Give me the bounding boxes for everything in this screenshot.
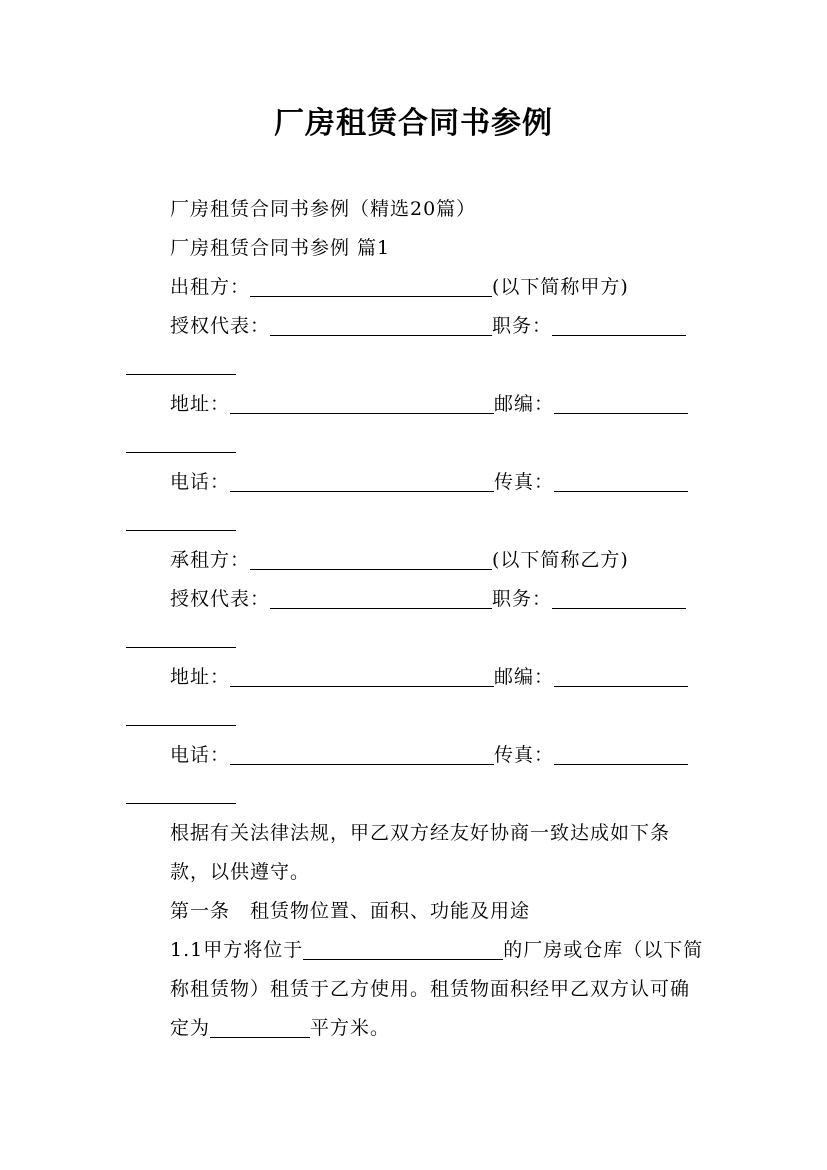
article-1-heading: 第一条 租赁物位置、面积、功能及用途 bbox=[170, 900, 531, 922]
rep-label: 授权代表： bbox=[170, 315, 271, 337]
lessor-tel-line bbox=[126, 463, 706, 502]
lessee-blank bbox=[250, 547, 492, 570]
clause-text-b: 的厂房或仓库（以下简称租赁物）租赁于乙方使用。租赁物面积经甲乙双方认可确定为 bbox=[170, 939, 704, 1039]
lessor-line bbox=[126, 268, 706, 307]
lessor-blank bbox=[250, 274, 492, 297]
post-blank bbox=[552, 586, 686, 609]
addr-label: 地址： bbox=[170, 393, 231, 415]
continuation-blank bbox=[126, 619, 706, 658]
lessor-addr-line bbox=[126, 385, 706, 424]
lessee-suffix: (以下简称乙方) bbox=[492, 549, 629, 571]
lessee-label: 承租方： bbox=[170, 549, 251, 571]
clause-text-a: 1.1甲方将位于 bbox=[170, 939, 304, 961]
clause-text-c: 平方米。 bbox=[310, 1017, 391, 1039]
rep-blank bbox=[270, 313, 492, 336]
clause-1-1 bbox=[126, 931, 706, 1048]
area-blank bbox=[210, 1015, 310, 1038]
fax-label: 传真： bbox=[494, 471, 555, 493]
addr-label: 地址： bbox=[170, 666, 231, 688]
lessor-label: 出租方： bbox=[170, 276, 251, 298]
lessor-suffix: (以下简称甲方) bbox=[492, 276, 629, 298]
tel-blank bbox=[230, 742, 494, 765]
section-heading: 厂房租赁合同书参例 篇1 bbox=[170, 237, 391, 259]
fax-label: 传真： bbox=[494, 744, 555, 766]
location-blank bbox=[303, 937, 503, 960]
tel-label: 电话： bbox=[170, 744, 231, 766]
lessor-rep-line bbox=[126, 307, 706, 346]
law-paragraph: 根据有关法律法规，甲乙双方经友好协商一致达成如下条款，以供遵守。 bbox=[170, 822, 671, 883]
tel-label: 电话： bbox=[170, 471, 231, 493]
lessee-line bbox=[126, 541, 706, 580]
lessee-rep-line bbox=[126, 580, 706, 619]
addr-blank bbox=[230, 664, 494, 687]
fax-blank bbox=[554, 742, 688, 765]
post-blank bbox=[552, 313, 686, 336]
continuation-blank bbox=[126, 424, 706, 463]
post-label: 职务： bbox=[492, 315, 553, 337]
rep-blank bbox=[270, 586, 492, 609]
addr-blank bbox=[230, 391, 494, 414]
continuation-blank bbox=[126, 697, 706, 736]
post-label: 职务： bbox=[492, 588, 553, 610]
lessee-addr-line bbox=[126, 658, 706, 697]
tel-blank bbox=[230, 469, 494, 492]
continuation-blank bbox=[126, 775, 706, 814]
zip-blank bbox=[554, 664, 688, 687]
zip-label: 邮编： bbox=[494, 666, 555, 688]
document-title: 厂房租赁合同书参例 bbox=[274, 106, 553, 141]
fax-blank bbox=[554, 469, 688, 492]
zip-label: 邮编： bbox=[494, 393, 555, 415]
lessee-tel-line bbox=[126, 736, 706, 775]
subtitle-line: 厂房租赁合同书参例（精选20篇） bbox=[170, 198, 477, 220]
continuation-blank bbox=[126, 346, 706, 385]
rep-label: 授权代表： bbox=[170, 588, 271, 610]
zip-blank bbox=[554, 391, 688, 414]
continuation-blank bbox=[126, 502, 706, 541]
